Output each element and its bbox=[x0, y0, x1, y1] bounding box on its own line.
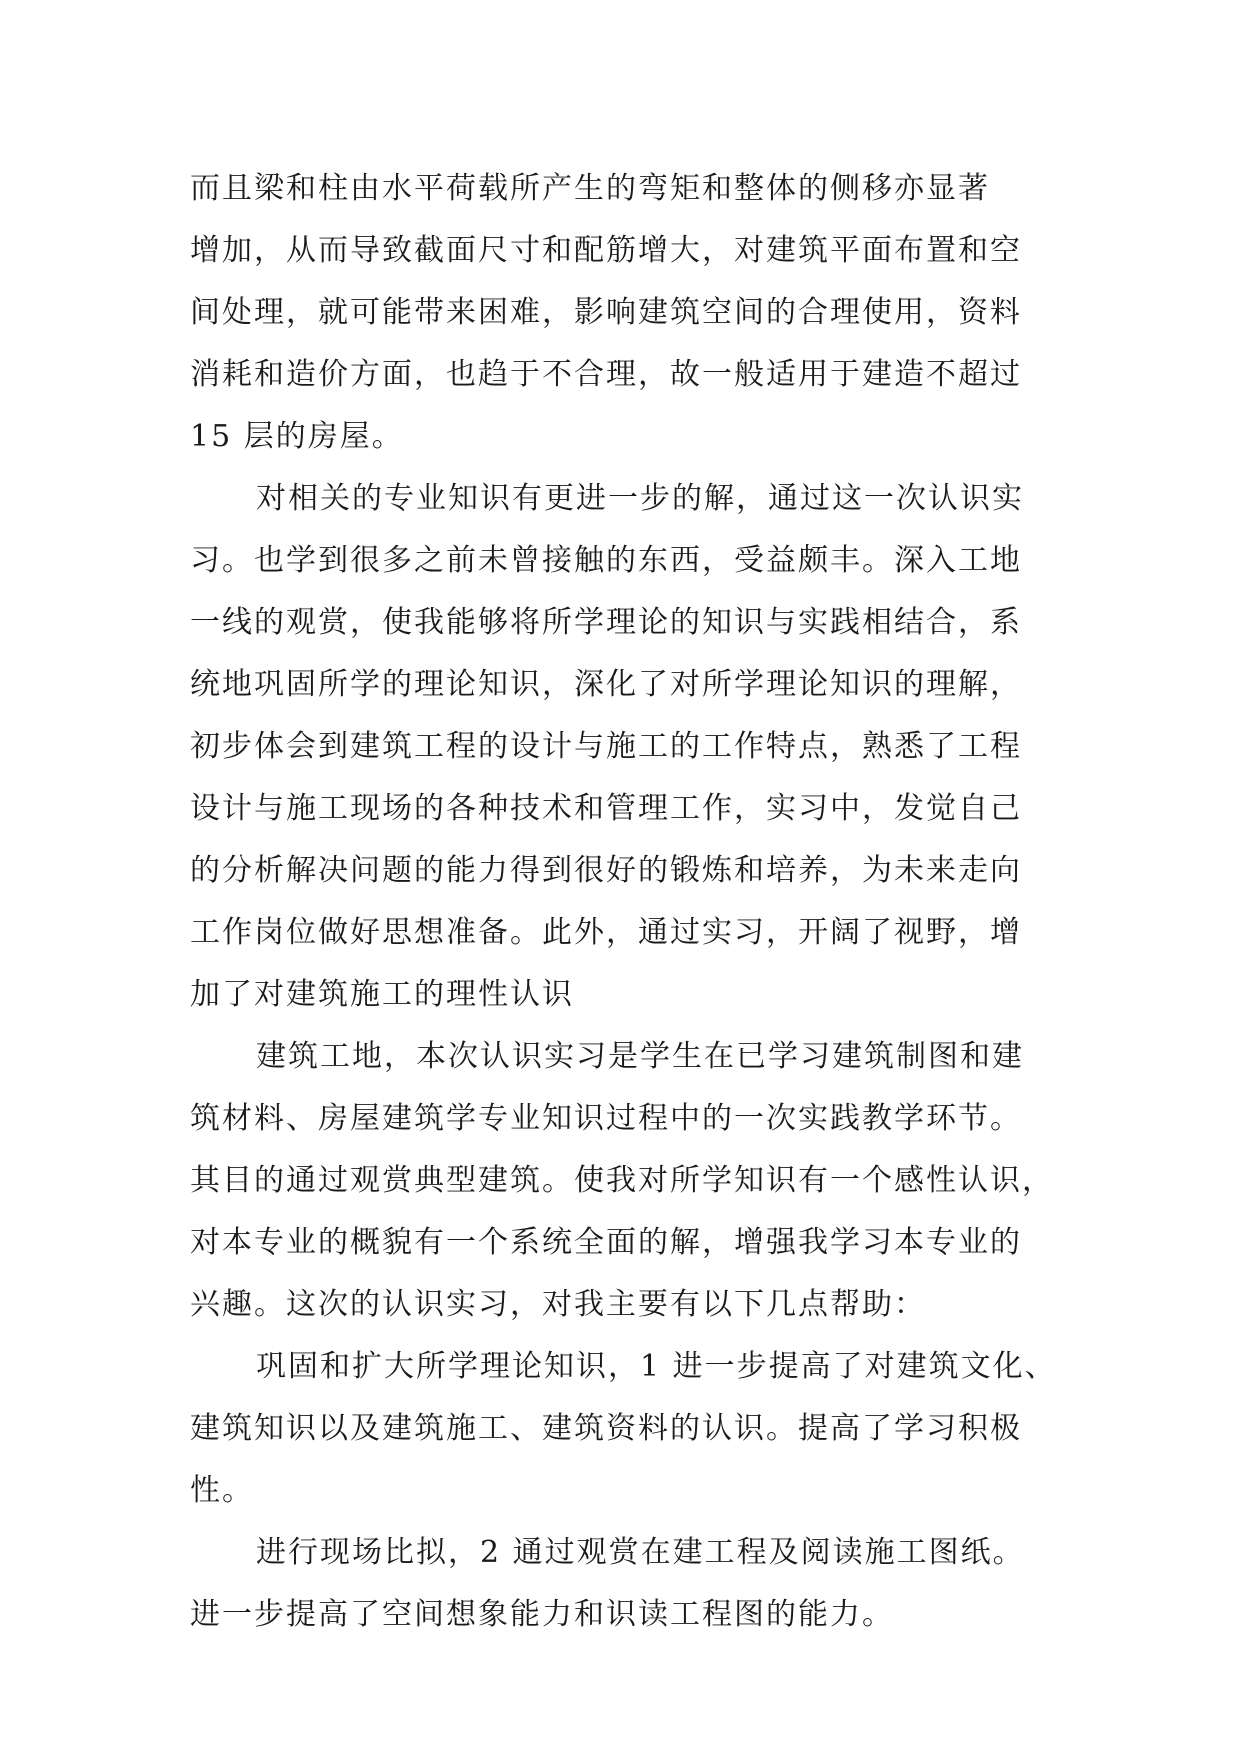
text-line: 兴趣。这次的认识实习，对我主要有以下几点帮助： bbox=[190, 1287, 926, 1322]
text-line: 初步体会到建筑工程的设计与施工的工作特点，熟悉了工程 bbox=[190, 729, 1022, 764]
text-line: 建筑知识以及建筑施工、建筑资料的认识。提高了学习积极 bbox=[190, 1411, 1022, 1446]
text-line: 筑材料、房屋建筑学专业知识过程中的一次实践教学环节。 bbox=[190, 1101, 1022, 1136]
text-line: 加了对建筑施工的理性认识 bbox=[190, 977, 574, 1012]
text-line: 工作岗位做好思想准备。此外，通过实习，开阔了视野，增 bbox=[190, 915, 1022, 950]
text-line: 增加，从而导致截面尺寸和配筋增大，对建筑平面布置和空 bbox=[190, 233, 1022, 268]
text-line: 性。 bbox=[190, 1473, 254, 1508]
text-line: 对本专业的概貌有一个系统全面的解，增强我学习本专业的 bbox=[190, 1225, 1022, 1260]
paragraph-start-line: 建筑工地，本次认识实习是学生在已学习建筑制图和建 bbox=[256, 1039, 1024, 1074]
text-line: 15 层的房屋。 bbox=[190, 419, 404, 454]
text-line: 的分析解决问题的能力得到很好的锻炼和培养，为未来走向 bbox=[190, 853, 1022, 888]
paragraph-start-line: 巩固和扩大所学理论知识，1 进一步提高了对建筑文化、 bbox=[256, 1349, 1057, 1384]
text-line: 其目的通过观赏典型建筑。使我对所学知识有一个感性认识， bbox=[190, 1163, 1054, 1198]
text-line: 消耗和造价方面，也趋于不合理，故一般适用于建造不超过 bbox=[190, 357, 1022, 392]
text-line: 间处理，就可能带来困难，影响建筑空间的合理使用，资料 bbox=[190, 295, 1022, 330]
paragraph-start-line: 进行现场比拟，2 通过观赏在建工程及阅读施工图纸。 bbox=[256, 1535, 1025, 1570]
text-line: 统地巩固所学的理论知识，深化了对所学理论知识的理解， bbox=[190, 667, 1022, 702]
text-line: 而且梁和柱由水平荷载所产生的弯矩和整体的侧移亦显著 bbox=[190, 171, 990, 206]
text-line: 一线的观赏，使我能够将所学理论的知识与实践相结合，系 bbox=[190, 605, 1022, 640]
text-line: 习。也学到很多之前未曾接触的东西，受益颇丰。深入工地 bbox=[190, 543, 1022, 578]
text-line: 设计与施工现场的各种技术和管理工作，实习中，发觉自己 bbox=[190, 791, 1022, 826]
body-text bbox=[190, 158, 1057, 1646]
paragraph-start-line: 对相关的专业知识有更进一步的解，通过这一次认识实 bbox=[256, 481, 1024, 516]
text-line: 进一步提高了空间想象能力和识读工程图的能力。 bbox=[190, 1597, 894, 1632]
